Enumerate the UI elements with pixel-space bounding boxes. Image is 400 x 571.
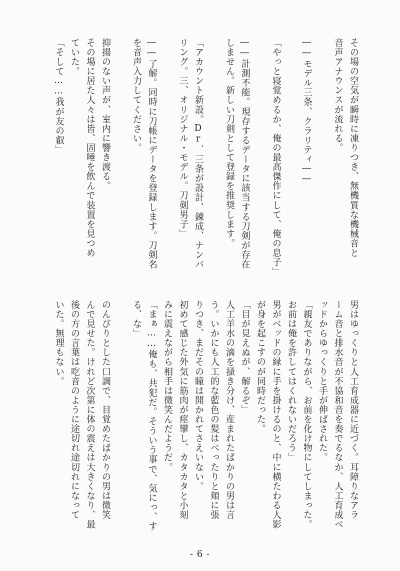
lower-text-block: 男はゆっくりと人工育成器に近づく。耳障りなアラ ーム音と排水音が不協和音を奏でるなか、人工育成ベ ッドからゆっくりと手が伸ばされた。 「親友でありながら、お前を化け物にしてしまった。 お前は俺を許してはくれないだろう」 男がベッドの縁に手を掛けるのと、中に横たわる人影 が身を起こすのが同時だった。 「目が見えぬが、解るぞ」 人工羊水の滴を掻き分け、産まれたばかりの男は言 う。いかにも人工的な藍色の髪はべったりと頬に張 りつき、まだその瞳は開かれてさえいない。 初めて感じた外気に筋肉が痙攣し、カタカタと小刻 みに震えながら相手は微笑んだようだ。 「まぁ……俺も、共犯だ。そういう事で、気にっ、す る、な」 のんびりとした口調で、目覚めたばかりの男は微笑 んで見せた。けれど次第に体の震えは大きくなり、最 後の方の言葉は吃音のように途切れ途切れになって いた。無理もない。 (53, 300, 358, 532)
page-number: - 6 - (189, 550, 211, 560)
upper-text-block: その場の空気が瞬時に凍りつき、無機質な機械音と 音声アナウンスが流れる。 ――モデル三条、クラリティ―― 「やっと寝覚めるか、俺の最高傑作にして、俺の息子」 ――計測不能。現存するデータに該当する刀剣が存在 しません。新しい刀剣として登録を推奨します。 「アカウント新設。Dr．三条が設計、錬成、ナンバ リング。三、オリジナル・モデル。刀剣男子」 ――了解。同時に刀帳にデータを登録します。刀剣名 を音声入力してください。 抑揚のない声が、室内に響き渡る。 その場に居た人々は皆、固唾を飲んで装置を見つめ ていた。 「そして……我が友の叡」 (53, 38, 358, 277)
